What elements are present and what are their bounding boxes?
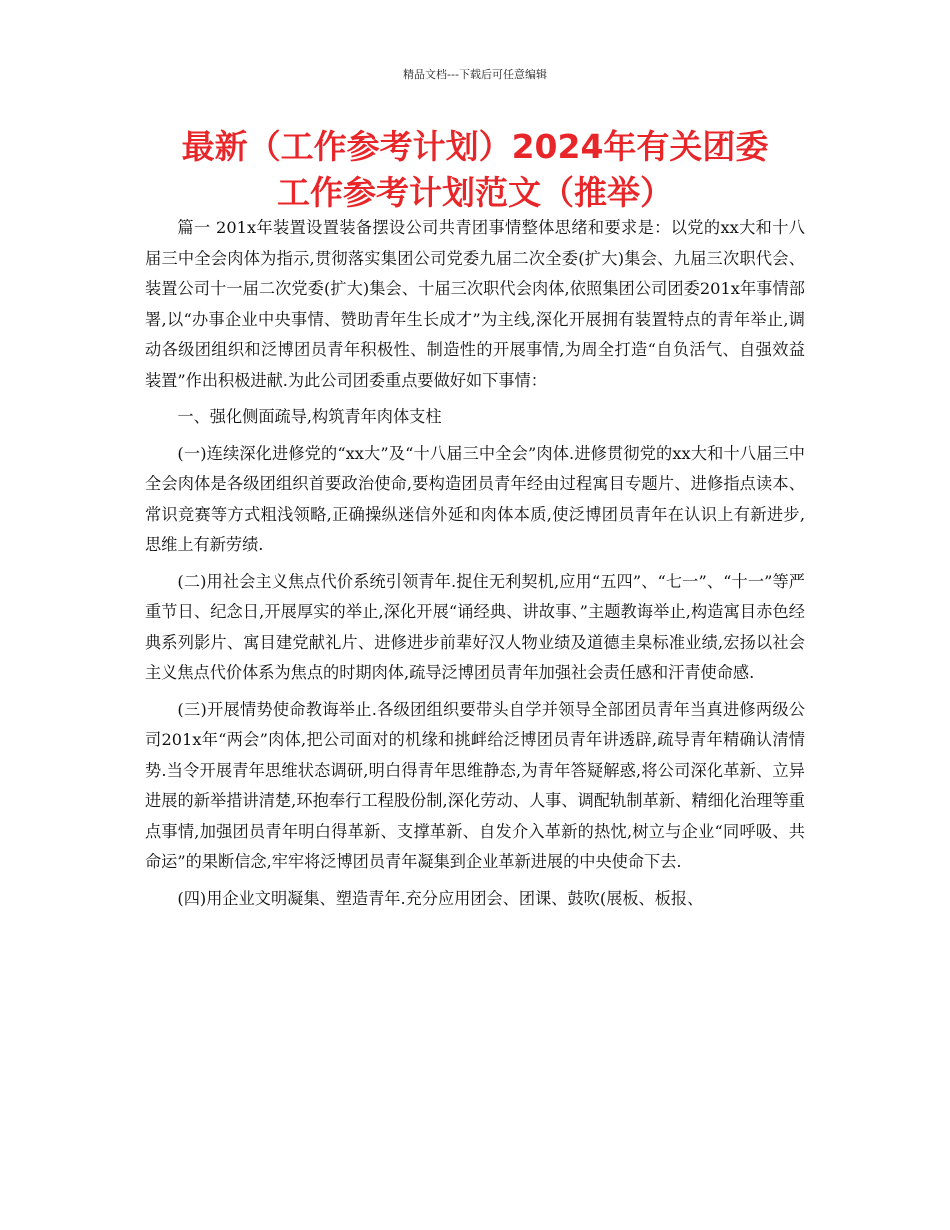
paragraph-item-3: (三)开展情势使命教诲举止.各级团组织要带头自学并领导全部团员青年当真进修两级公司201x年“两会”肉体,把公司面对的机缘和挑衅给泛博团员青年讲透辟,疏导青年精确认清情势.当令开展青年思维状态调研,明白得青年思维静态,为青年答疑解惑,将公司深化革新、立异进展的新举措讲清楚,环抱奉行工程股份制,深化劳动、人事、调配轨制革新、精细化治理等重点事情,加强团员青年明白得革新、支撑革新、自发介入革新的热忱,树立与企业“同呼吸、共命运”的果断信念,牢牢将泛博团员青年凝集到企业革新进展的中央使命下去. [145,699,805,871]
paragraph-item-1: (一)连续深化进修党的“xx大”及“十八届三中全会”肉体.进修贯彻党的xx大和十八届三中全会肉体是各级团组织首要政治使命,要构造团员青年经由过程寓目专题片、进修指点读本、常识竞赛等方式粗浅领略,正确操纵迷信外延和肉体本质,使泛博团员青年在认识上有新进步,思维上有新劳绩. [145,443,805,554]
paragraph-intro: 篇一 201x年装置设置装备摆设公司共青团事情整体思绪和要求是：以党的xx大和十八届三中全会肉体为指示,贯彻落实集团公司党委九届二次全委(扩大)集会、九届三次职代会、装置公司十一届二次党委(扩大)集会、十届三次职代会肉体,依照集团公司团委201x年事情部署,以“办事企业中央事情、赞助青年生长成才”为主线,深化开展拥有装置特点的青年举止,调动各级团组织和泛博团员青年积极性、制造性的开展事情,为周全打造“自负活气、自强效益装置”作出积极进献.为此公司团委重点要做好如下事情： [145,218,805,390]
paragraph-item-2: (二)用社会主义焦点代价系统引领青年.捉住无利契机,应用“五四”、“七一”、“十一”等严重节日、纪念日,开展厚实的举止,深化开展“诵经典、讲故事、”主题教诲举止,构造寓目赤色经典系列影片、寓目建党献礼片、进修进步前辈好汉人物业绩及道德圭臬标准业绩,宏扬以社会主义焦点代价体系为焦点的时期肉体,疏导泛博团员青年加强社会责任感和汗青使命感. [145,571,805,682]
document-title [150,124,800,216]
page-header-note: 精品文档---下载后可任意编辑 [403,68,547,81]
section-heading-1: 一、强化侧面疏导,构筑青年肉体支柱 [177,407,442,426]
paragraph-item-4: (四)用企业文明凝集、塑造青年.充分应用团会、团课、鼓吹(展板、板报、 [177,888,704,908]
title-line-1: 最新（工作参考计划）2024年有关团委 [181,127,769,166]
title-line-2: 工作参考计划范文（推举） [277,173,673,212]
document-body [145,213,805,914]
